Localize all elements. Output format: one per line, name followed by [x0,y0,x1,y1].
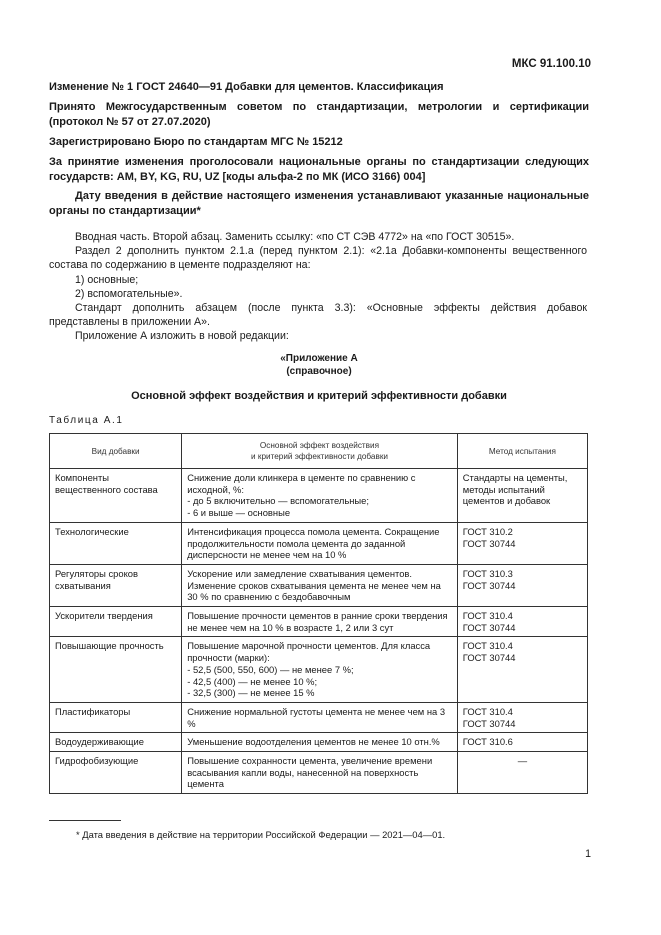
cell-effect-line: Снижение нормальной густоты цемента не менее чем на 3 % [187,705,446,729]
cell-method-line: ГОСТ 30744 [462,579,516,591]
header-method: Метод испытания [457,434,587,469]
footnote: * Дата введения в действие на территории Российской Федерации — 2021—04—01. [76,829,446,840]
header-effect-line: Основной эффект воздействия [259,441,380,450]
cell-effect-line: - 6 и выше — основные [187,507,291,519]
cell-effect-line: Повышение марочной прочности цементов. Для класса прочности (марки): [187,640,431,664]
table-row [50,733,588,752]
cell-effect-line: Повышение сохранности цемента, увеличение времени всасывания капли воды, нанесенной на поверхность цемента [187,755,433,790]
cell-method-line: ГОСТ 30744 [462,621,516,633]
header-effect [182,434,458,469]
body-paragraph: Вводная часть. Второй абзац. Заменить ссылку: «по СТ СЭВ 4772» на «по ГОСТ 30515». [75,231,515,243]
cell-method-line: ГОСТ 310.4 [462,610,513,622]
cell-method [457,607,587,637]
cell-kind: Регуляторы сроков схватывания [50,564,182,606]
cell-method-line: ГОСТ 30744 [462,652,516,664]
cell-kind: Технологические [50,522,182,564]
cell-effect-line: Повышение прочности цементов в ранние сроки твердения не менее чем на 10 % в возрасте 1, 2 или 3 сут [187,610,448,633]
page-number: 1 [585,848,591,860]
table-row [50,564,588,606]
registered-note: Зарегистрировано Бюро по стандартам МГС № 15212 [49,136,343,148]
cell-effect [182,607,458,637]
cell-effect-line: Снижение доли клинкера в цементе по сравнению с исходной, %: [187,472,416,495]
table-body [50,469,588,794]
cell-effect [182,702,458,732]
footnote-divider [49,820,121,821]
cell-effect [182,469,458,523]
cell-method-line: ГОСТ 310.4 [462,640,513,652]
cell-effect-line: - 32,5 (300) — не менее 15 % [187,687,315,699]
body-paragraph: Стандарт дополнить абзацем (после пункта 3.3): «Основные эффекты действия добавок представлены в приложении А». [49,302,587,329]
voted-note: За принятие изменения проголосовали национальные органы по стандартизации следующих государств: AM, BY, KG, RU, UZ [коды альфа-2 по МК (ИСО 3166) 004] [49,156,589,183]
cell-effect-line: - до 5 включительно — вспомогательные; [187,495,369,507]
body-paragraph: Раздел 2 дополнить пунктом 2.1.а (перед пунктом 2.1): «2.1а Добавки-компоненты вещественного состава по содержанию в цементе подразделяют на: [49,245,587,272]
cell-method [457,637,587,703]
cell-kind: Компоненты вещественного состава [50,469,182,523]
cell-method-line: ГОСТ 310.3 [462,567,513,579]
additives-table [49,433,588,794]
cell-kind: Водоудерживающие [50,733,182,752]
cell-method-line: ГОСТ 30744 [462,717,516,729]
table-header-row [50,434,588,469]
body-paragraph: 2) вспомогательные». [75,287,183,300]
cell-effect-line: Уменьшение водоотделения цементов не менее 10 отн.% [187,736,440,748]
change-title: Изменение № 1 ГОСТ 24640—91 Добавки для цементов. Классификация [49,81,444,93]
cell-method-line: ГОСТ 310.2 [462,525,513,537]
table-row [50,607,588,637]
classification-code: МКС 91.100.10 [511,58,591,70]
accepted-note: Принято Межгосударственным советом по стандартизации, метрологии и сертификации (протокол № 57 от 27.07.2020) [49,101,589,128]
header-effect-line: и критерий эффективности добавки [251,452,388,461]
cell-effect [182,637,458,703]
cell-kind: Ускорители твердения [50,607,182,637]
cell-kind: Гидрофобизующие [50,752,182,794]
table-row [50,522,588,564]
cell-kind: Повышающие прочность [50,637,182,703]
cell-effect [182,752,458,794]
table-row [50,637,588,703]
table-row [50,752,588,794]
cell-method [457,522,587,564]
table-label: Таблица А.1 [49,415,124,426]
table-row [50,469,588,523]
cell-method-line: ГОСТ 310.4 [462,705,513,717]
intro-date-note: Дату введения в действие настоящего изменения устанавливают указанные национальные органы по стандартизации* [49,190,589,217]
cell-method [457,733,587,752]
cell-method-line: ГОСТ 310.6 [462,736,513,748]
cell-method-line: ГОСТ 30744 [462,537,516,549]
body-paragraph: 1) основные; [75,273,139,286]
header-kind: Вид добавки [50,434,182,469]
cell-effect-line: Интенсификация процесса помола цемента. Сокращение продолжительности помола цемента до заданной дисперсности не менее чем на 10 % [187,525,440,561]
change-body [49,230,587,344]
cell-effect [182,733,458,752]
cell-effect-line: Ускорение или замедление схватывания цементов. Изменение сроков схватывания цемента не менее чем на 30 % по сравнению с бездобавочным [187,567,441,603]
cell-effect [182,522,458,564]
cell-method [457,702,587,732]
cell-kind: Пластификаторы [50,702,182,732]
cell-effect-line: - 52,5 (500, 550, 600) — не менее 7 %; [187,663,354,675]
cell-method-line: Стандарты на цементы, методы испытаний цементов и добавок [462,472,568,507]
table-row [50,702,588,732]
cell-method [457,564,587,606]
appendix-subtitle: (справочное) [286,366,352,377]
cell-method-line: — [517,755,528,767]
cell-method [457,752,587,794]
body-paragraph: Приложение А изложить в новой редакции: [75,330,289,343]
cell-effect [182,564,458,606]
appendix-title: «Приложение А [280,353,358,364]
cell-method [457,469,587,523]
cell-effect-line: - 42,5 (400) — не менее 10 %; [187,675,318,687]
appendix-heading: Основной эффект воздействия и критерий эффективности добавки [131,390,507,402]
